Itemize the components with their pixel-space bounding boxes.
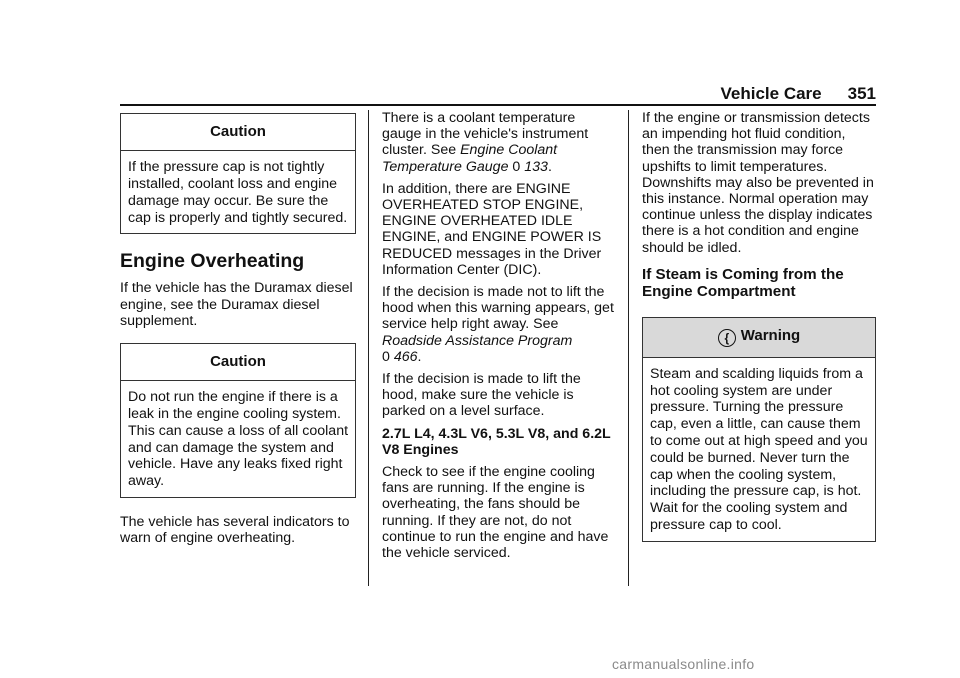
watermark-text[interactable]: carmanualsonline.info [612,656,755,672]
paragraph-text: If the decision is made not to lift the hood when this warning appears, get service help right away. See [382,284,614,333]
xref-link-engine-coolant-gauge[interactable]: Engine Coolant Temperature Gauge [382,142,558,175]
column-3 [642,110,876,558]
caution-box-pressure-cap [120,113,356,234]
paragraph-indicators: The vehicle has several indicators to warn of engine overheating. [120,513,350,547]
page-ref-number[interactable]: 133 [524,158,548,175]
column-2 [382,110,614,567]
paragraph-coolant-gauge: There is a coolant temperature gauge in the vehicle's instrument cluster. See Engine Coolant Temperature Gauge 0 133. [382,110,589,175]
page-ref-icon: 0 [382,348,390,365]
caution-body: If the pressure cap is not tightly installed, coolant loss and engine damage may occur. Be sure the cap is properly and tightly secured. [128,159,348,226]
header-rule [120,104,876,106]
section-heading-steam: If Steam is Coming from the Engine Compartment [642,265,844,301]
subheading-engines: 2.7L L4, 4.3L V6, 5.3L V8, and 6.2L V8 Engines [382,425,611,458]
section-heading-engine-overheating: Engine Overheating [120,250,305,273]
page-ref-number[interactable]: 466 [393,348,418,365]
caution-body: Do not run the engine if there is a leak in the engine cooling system. This can cause a loss of all coolant and can damage the system and vehicle. Have any leaks fixed right away. [128,389,349,490]
caution-title: Caution [121,114,355,151]
paragraph-cooling-fans: Check to see if the engine cooling fans are running. If the engine is overheating, the fans should be running. If they are not, do not continue to run the engine and have the vehicle serviced. [382,464,609,562]
paragraph-roadside: If the decision is made not to lift the hood when this warning appears, get service help right away. See Roadside Assistance Program 0 466. [382,284,614,365]
column-1 [120,110,356,552]
page-ref-icon: 0 [512,158,521,175]
column-divider [628,110,629,586]
warning-title-bar [643,318,875,358]
xref-link-roadside-assistance[interactable]: Roadside Assistance Program [382,332,573,349]
warning-icon: { [718,329,736,347]
warning-title: Warning [740,326,801,344]
column-divider [368,110,369,586]
paragraph-dic-messages: In addition, there are ENGINE OVERHEATED STOP ENGINE, ENGINE OVERHEATED IDLE ENGINE, and ENGINE POWER IS REDUCED messages in the Driver Information Center (DIC). [382,180,602,278]
section-title: Vehicle Care [720,84,822,103]
caution-title: Caution [121,344,355,381]
paragraph-duramax: If the vehicle has the Duramax diesel engine, see the Duramax diesel supplement. [120,280,353,329]
page-number: 351 [847,84,876,103]
warning-body: Steam and scalding liquids from a hot cooling system are under pressure. Turning the pressure cap, even a little, can cause them to come out at high speed and you could be burned. Never turn the cap when the cooling system, including the pressure cap, is hot. Wait for the cooling system and pressure cap to cool. [650,365,868,533]
warning-box-steam [642,317,876,542]
paragraph-hot-fluid: If the engine or transmission detects an impending hot fluid condition, then the transmission may force upshifts to limit temperatures. Downshifts may also be prevented in this instance. Normal operation may continue unless the display indicates there is a hot condition and engine should be idled. [642,110,874,256]
page-header [120,84,876,104]
caution-box-leak [120,343,356,498]
paragraph-text: There is a coolant temperature gauge in the vehicle's instrument cluster. See [382,110,589,159]
paragraph-lift-hood: If the decision is made to lift the hood, make sure the vehicle is parked on a level surface. [382,371,581,420]
